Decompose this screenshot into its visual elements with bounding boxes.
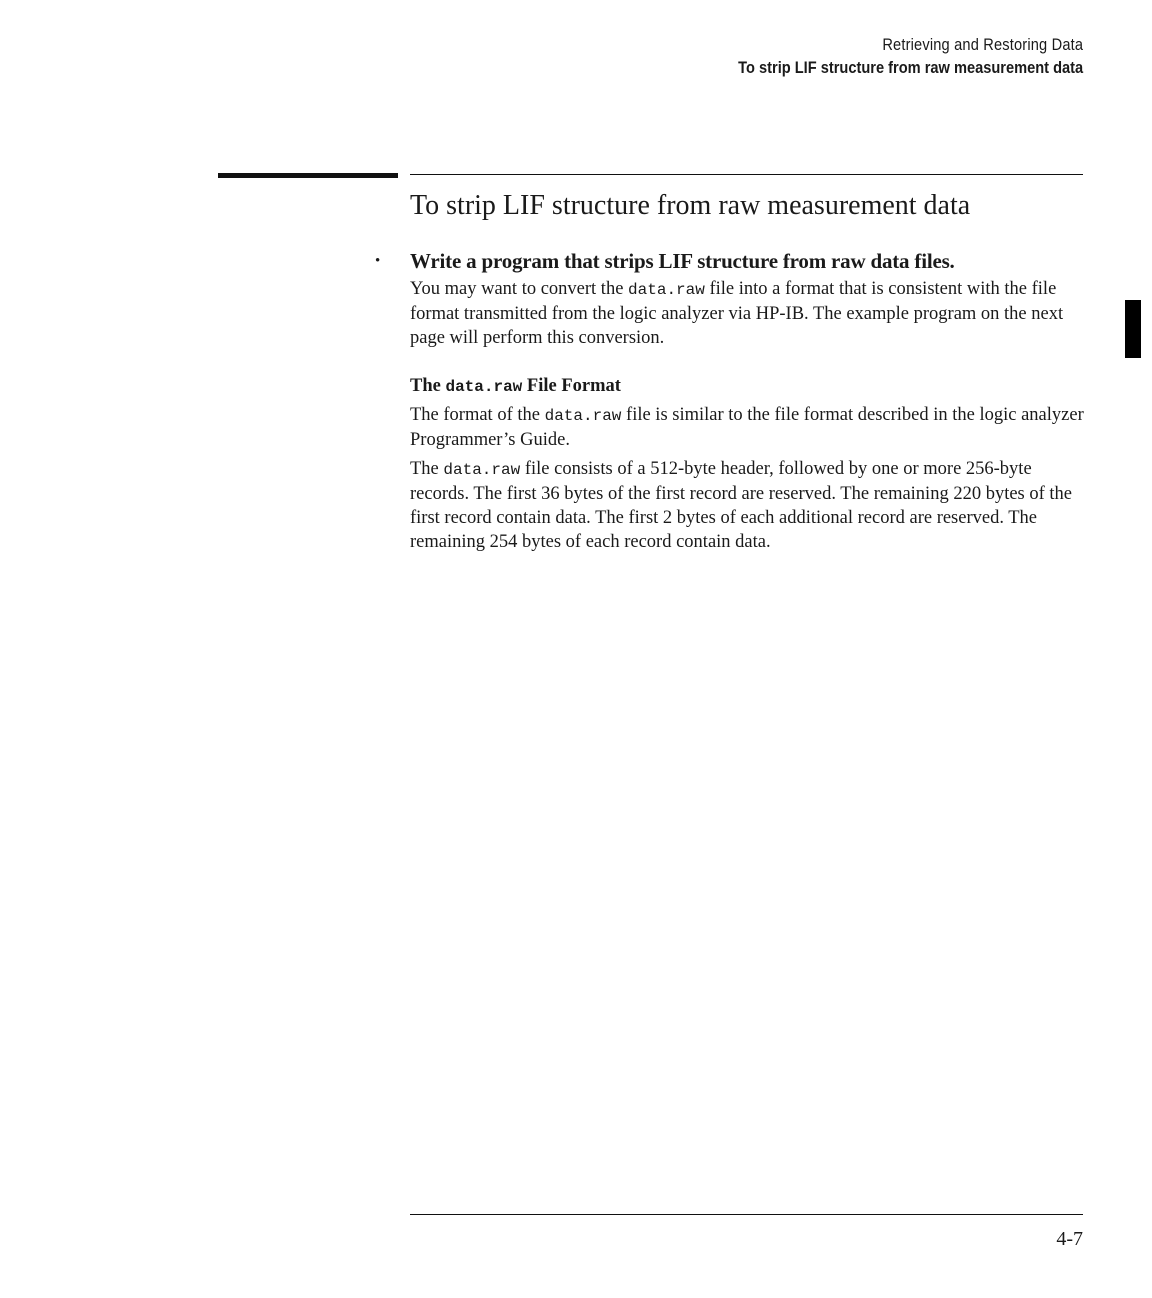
- section-rule-thin: [410, 174, 1083, 175]
- bullet-icon: •: [375, 253, 381, 269]
- intro-paragraph: [410, 277, 1085, 350]
- subsection-suffix: File Format: [522, 376, 621, 396]
- section-rule-thick: [218, 173, 398, 178]
- records-paragraph: [410, 457, 1085, 554]
- format-paragraph: [410, 403, 1085, 452]
- format-text-start: The format of the: [410, 405, 545, 425]
- subsection-heading: [410, 373, 621, 400]
- running-head-chapter: Retrieving and Restoring Data: [882, 35, 1083, 54]
- records-text-end: file consists of a 512-byte header, followed by one or more 256-byte records. The first 36 bytes of the first record are reserved. The remaining 220 bytes of the first record contain data. The first 2 bytes of each additional record are reserved. The remaining 254 bytes of each record contain data.: [410, 459, 1073, 552]
- step-heading: Write a program that strips LIF structure from raw data files.: [410, 249, 955, 273]
- intro-text-end: file into a format that is consistent with the file format transmitted from the logic analyzer via HP-IB. The example program on the next page will perform this conversion.: [410, 279, 1064, 348]
- subsection-code: data.raw: [445, 378, 523, 396]
- chapter-thumb-tab: [1125, 300, 1141, 358]
- records-code: data.raw: [443, 461, 521, 479]
- intro-code: data.raw: [628, 281, 705, 299]
- page-title: To strip LIF structure from raw measurement data: [410, 190, 971, 221]
- format-text-end: file is similar to the file format described in the logic analyzer Programmer’s Guide.: [410, 405, 1084, 450]
- intro-text-start: You may want to convert the: [410, 279, 629, 299]
- footer-rule: [410, 1214, 1083, 1215]
- page-number: 4-7: [1056, 1228, 1083, 1250]
- subsection-prefix: The: [410, 376, 446, 396]
- running-head-section: To strip LIF structure from raw measurement data: [737, 58, 1083, 77]
- running-head: [682, 34, 1083, 80]
- records-text-start: The: [410, 459, 444, 479]
- format-code: data.raw: [544, 407, 622, 425]
